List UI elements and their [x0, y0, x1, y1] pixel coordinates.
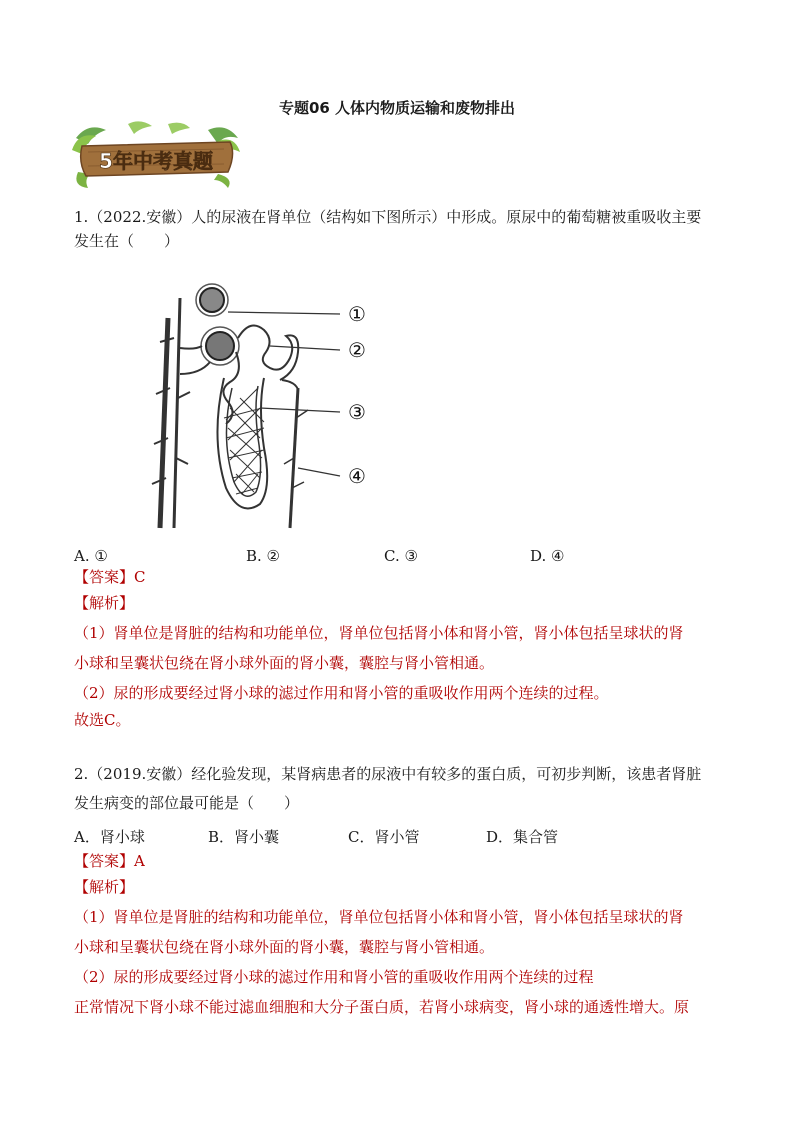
- page-title: 专题06 人体内物质运输和废物排出: [278, 99, 516, 117]
- q1-analysis-line3: （2）尿的形成要经过肾小球的滤过作用和肾小管的重吸收作用两个连续的过程。: [74, 684, 609, 702]
- figure-label-2: ②: [348, 338, 366, 362]
- q2-option-d: D．集合管: [486, 828, 559, 846]
- leader-lines: [228, 312, 340, 476]
- q2-analysis-heading: 【解析】: [74, 878, 135, 896]
- figure-label-3: ③: [348, 400, 366, 424]
- q2-analysis-line4: 正常情况下肾小球不能过滤血细胞和大分子蛋白质，若肾小球病变，肾小球的通透性增大。原: [74, 998, 690, 1016]
- q1-analysis-heading: 【解析】: [74, 594, 135, 612]
- q2-option-b: B．肾小囊: [208, 828, 280, 846]
- q2-stem-line1: 2.（2019.安徽）经化验发现，某肾病患者的尿液中有较多的蛋白质，可初步判断，该患者肾脏: [74, 765, 702, 783]
- nephron-drawing: [152, 284, 308, 528]
- q2-option-c: C．肾小管: [348, 828, 420, 846]
- figure-label-1: ①: [348, 302, 366, 326]
- q2-analysis-line1: （1）肾单位是肾脏的结构和功能单位，肾单位包括肾小体和肾小管，肾小体包括呈球状的肾: [74, 908, 684, 926]
- q1-analysis-line2: 小球和呈囊状包绕在肾小球外面的肾小囊，囊腔与肾小管相通。: [74, 654, 495, 672]
- q1-option-b: B. ②: [246, 547, 281, 565]
- q1-option-d: D. ④: [530, 547, 565, 565]
- figure-label-4: ④: [348, 464, 366, 488]
- nephron-figure: [140, 278, 390, 533]
- q2-stem-line2: 发生病变的部位最可能是（ ）: [74, 794, 300, 812]
- section-banner: [68, 120, 243, 190]
- q1-stem-line1: 1.（2022.安徽）人的尿液在肾单位（结构如下图所示）中形成。原尿中的葡萄糖被重吸收主要: [74, 208, 702, 226]
- q1-analysis-line1: （1）肾单位是肾脏的结构和功能单位，肾单位包括肾小体和肾小管，肾小体包括呈球状的肾: [74, 624, 684, 642]
- q2-option-a: A．肾小球: [74, 828, 145, 846]
- q1-option-c: C. ③: [384, 547, 418, 565]
- q1-option-a: A. ①: [74, 547, 108, 565]
- q2-analysis-line3: （2）尿的形成要经过肾小球的滤过作用和肾小管的重吸收作用两个连续的过程: [74, 968, 594, 986]
- q2-analysis-line2: 小球和呈囊状包绕在肾小球外面的肾小囊，囊腔与肾小管相通。: [74, 938, 495, 956]
- q1-analysis-conclusion: 故选C。: [74, 711, 131, 729]
- banner-text: 5年中考真题: [99, 149, 213, 173]
- q1-stem-line2: 发生在（ ）: [74, 232, 180, 250]
- q2-answer: 【答案】A: [74, 852, 145, 870]
- q1-answer: 【答案】C: [74, 568, 146, 586]
